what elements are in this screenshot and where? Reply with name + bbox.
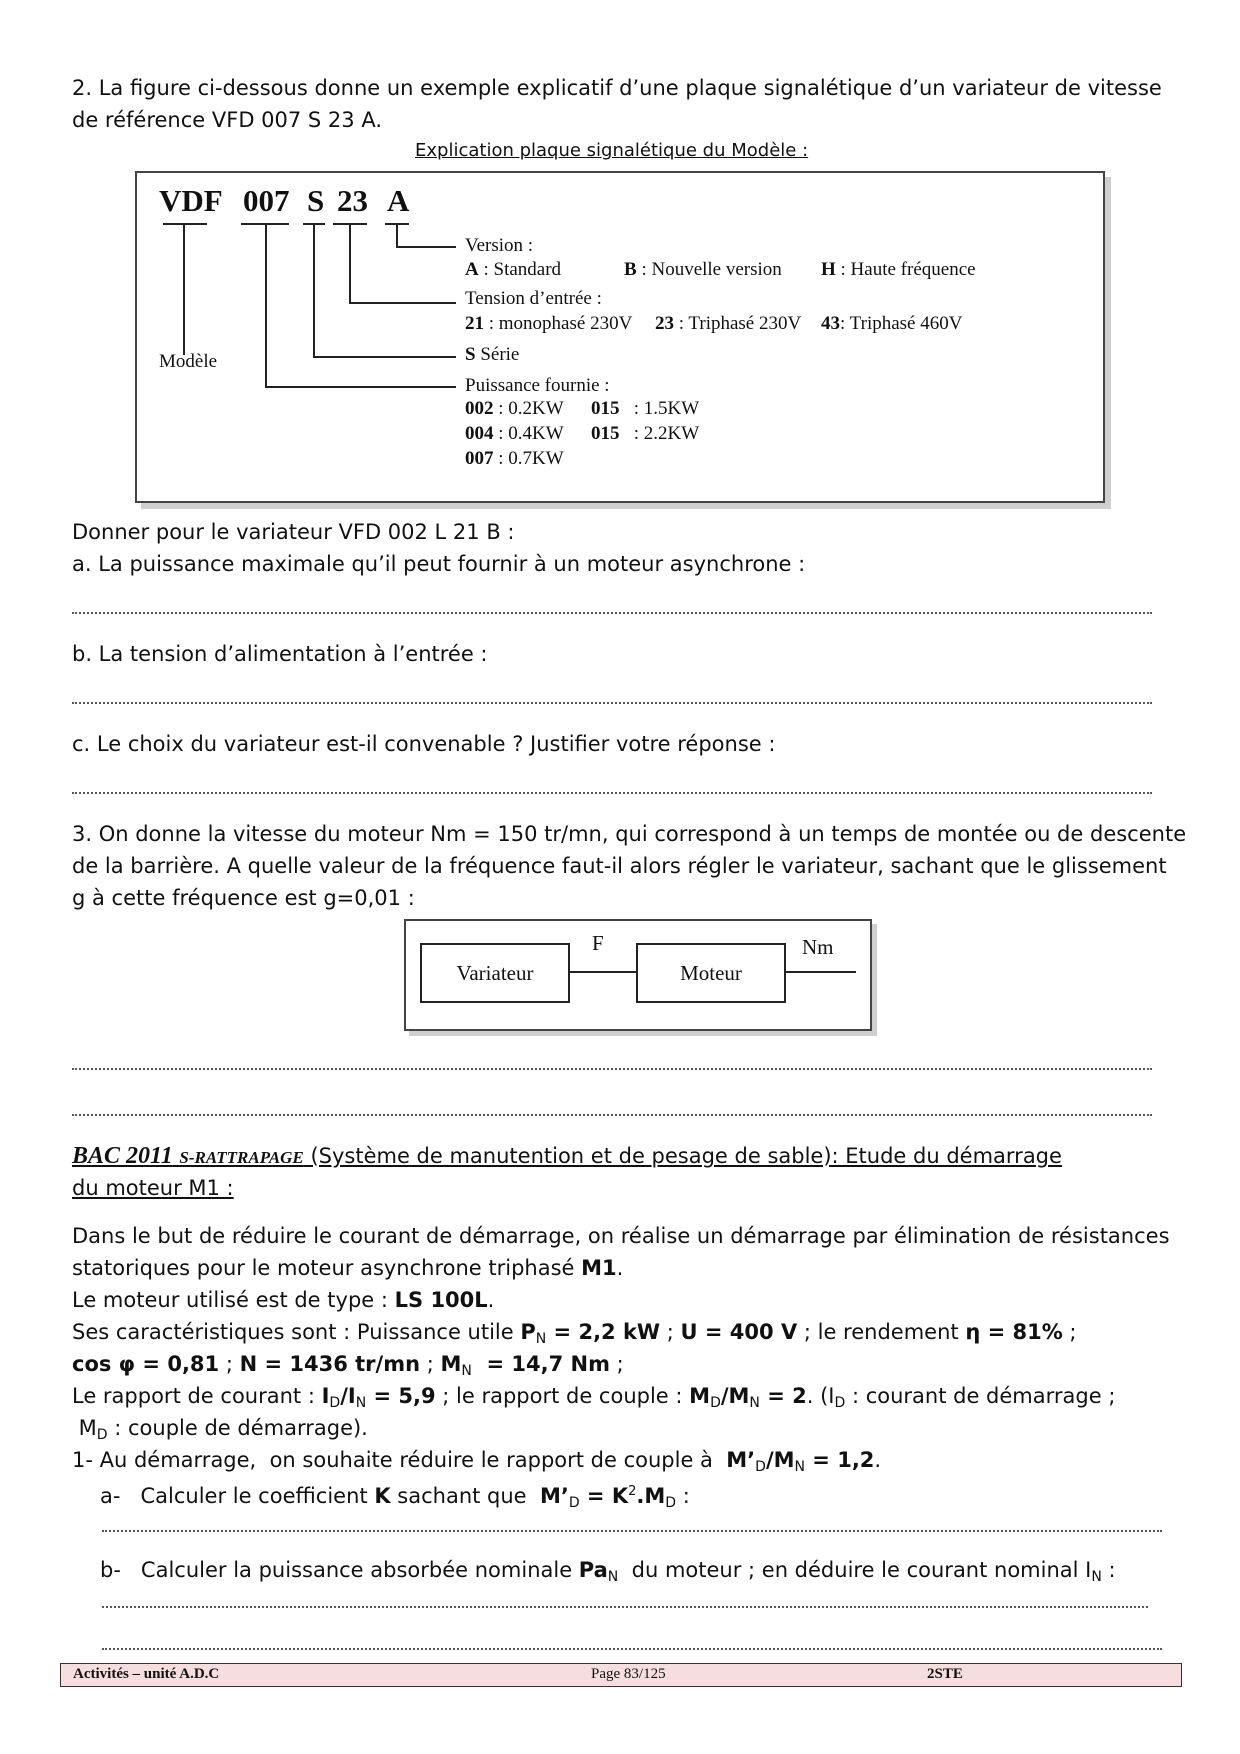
footer-page: Page 83/125 <box>591 1666 666 1682</box>
bac-p5: cos φ = 0,81 ; N = 1436 tr/mn ; $M_N = 14,7$ Nm ; <box>72 1352 624 1379</box>
bac-p1: Dans le but de réduire le courant de démarrage, on réalise un démarrage par élimination de résistances <box>72 1224 1170 1248</box>
q3-line2: de la barrière. A quelle valeur de la fréquence faut-il alors régler le variateur, sachant que le glissement <box>72 854 1167 878</box>
version-title: Version : <box>465 235 534 256</box>
code-a: A <box>387 183 410 218</box>
answer-line-q3b[interactable] <box>72 1114 1152 1116</box>
answer-line-qb1[interactable] <box>102 1606 1148 1608</box>
block-diagram <box>404 919 872 1031</box>
tension-21: 21 : monophasé 230V <box>465 313 633 334</box>
link-f <box>568 971 636 973</box>
question-b: b. La tension d’alimentation à l’entrée : <box>72 642 488 666</box>
puissance-title: Puissance fournie : <box>465 375 610 396</box>
modele-label: Modèle <box>159 351 218 372</box>
f-label: F <box>592 931 604 955</box>
bac-qb: b- Calculer la puissance absorbée nominale $Pa_N$ du moteur ; en déduire le courant nominal $I_N$ : <box>100 1558 1116 1585</box>
code-23: 23 <box>337 183 368 218</box>
answer-line-c[interactable] <box>72 792 1152 794</box>
bac-p7: $M_D$ : couple de démarrage). <box>72 1416 368 1443</box>
bac-p2: statoriques pour le moteur asynchrone triphasé M1. <box>72 1256 624 1280</box>
code-s: S <box>307 183 325 218</box>
nm-label: Nm <box>802 935 834 959</box>
bac-q1: 1- Au démarrage, on souhaite réduire le rapport de couple à $M’_D/M_N = 1,2$. <box>72 1448 882 1475</box>
variateur-box: Variateur <box>420 943 570 1003</box>
puissance-004: 004 : 0.4KW <box>465 423 564 444</box>
answer-line-qa[interactable] <box>102 1530 1162 1532</box>
answer-line-a[interactable] <box>72 612 1152 614</box>
tension-23: 23 : Triphasé 230V <box>655 313 802 334</box>
puissance-015a: 015 : 1.5KW <box>591 398 700 419</box>
tension-43: 43: Triphasé 460V <box>821 313 963 334</box>
bac-title: BAC 2011 S-RATTRAPAGE (Système de manutention et de pesage de sable): Etude du démarrage <box>72 1143 1062 1169</box>
puissance-002: 002 : 0.2KW <box>465 398 564 419</box>
bac-title-line2: du moteur M1 : <box>72 1176 234 1200</box>
puissance-007: 007 : 0.7KW <box>465 448 564 469</box>
bac-p3: Le moteur utilisé est de type : LS 100L. <box>72 1288 495 1312</box>
bac-p6: Le rapport de courant : $I_D/I_N = 5,9$ ; le rapport de couple : $M_D/M_N = 2$. ($I_D$ : courant de démarrage ; <box>72 1384 1116 1411</box>
q3-line3: g à cette fréquence est g=0,01 : <box>72 886 415 910</box>
q2-line2: de référence VFD 007 S 23 A. <box>72 108 382 132</box>
page-footer <box>60 1663 1182 1687</box>
code-vdf: VDF <box>159 183 223 218</box>
questions-intro: Donner pour le variateur VFD 002 L 21 B : <box>72 520 515 544</box>
answer-line-b[interactable] <box>72 702 1152 704</box>
version-b: B : Nouvelle version <box>624 259 782 280</box>
code-007: 007 <box>243 183 290 218</box>
puissance-015b: 015 : 2.2KW <box>591 423 700 444</box>
plate-caption: Explication plaque signalétique du Modèle : <box>415 140 809 161</box>
q2-line1: 2. La figure ci-dessous donne un exemple explicatif d’une plaque signalétique d’un variateur de vitesse <box>72 76 1162 100</box>
bac-qa: a- Calculer le coefficient K sachant que $M’_D = K^2.M_D$ : <box>100 1484 690 1511</box>
version-h: H : Haute fréquence <box>821 259 976 280</box>
bac-p4: Ses caractéristiques sont : Puissance utile $P_N = 2,2$ kW ; U = 400 V ; le rendement η = 81% ; <box>72 1320 1077 1347</box>
answer-line-qb2[interactable] <box>102 1648 1162 1650</box>
link-nm <box>784 971 856 973</box>
tension-title: Tension d’entrée : <box>465 288 602 309</box>
footer-right: 2STE <box>927 1666 963 1682</box>
nameplate-figure <box>135 171 1105 503</box>
footer-left: Activités – unité A.D.C <box>73 1666 220 1682</box>
q3-line1: 3. On donne la vitesse du moteur Nm = 150 tr/mn, qui correspond à un temps de montée ou de descente <box>72 822 1187 846</box>
version-a: A : Standard <box>465 259 562 280</box>
answer-line-q3a[interactable] <box>72 1068 1152 1070</box>
question-c: c. Le choix du variateur est-il convenable ? Justifier votre réponse : <box>72 732 776 756</box>
moteur-box: Moteur <box>636 943 786 1003</box>
question-a: a. La puissance maximale qu’il peut fournir à un moteur asynchrone : <box>72 552 806 576</box>
serie-label: S Série <box>465 344 520 365</box>
